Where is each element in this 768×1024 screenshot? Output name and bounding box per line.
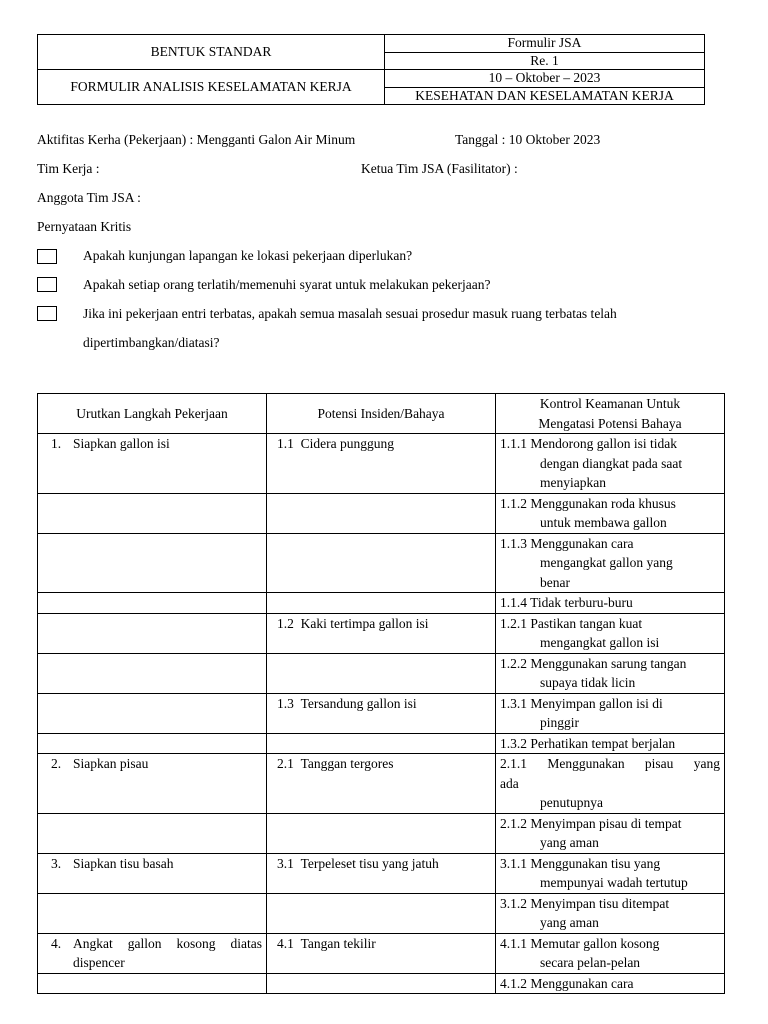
control-cell: [496, 693, 725, 733]
hazard-text: Tanggan tergores: [300, 756, 394, 771]
control-text-cont: untuk membawa gallon: [540, 515, 667, 530]
control-text: 1.2.1 Pastikan tangan kuat: [500, 615, 643, 631]
step-cell: [38, 853, 267, 893]
step-cell: [38, 533, 267, 593]
col-header-controls: Kontrol Keamanan Untuk Mengatasi Potensi Bahaya: [496, 394, 725, 434]
team-line: Tim Kerja :: [37, 161, 100, 176]
hazard-cell: [267, 533, 496, 593]
leader-line: Ketua Tim JSA (Fasilitator) :: [361, 161, 518, 176]
step-text: Siapkan gallon isi: [73, 436, 170, 451]
control-cell: [496, 813, 725, 853]
hazard-cell: [267, 893, 496, 933]
hazard-number: 4.1: [277, 935, 294, 951]
table-row: [38, 973, 725, 994]
control-cell: [496, 933, 725, 973]
table-row: [38, 653, 725, 693]
question-site-visit: Apakah kunjungan lapangan ke lokasi pekerjaan diperlukan?: [83, 248, 413, 263]
control-text-cont: menyiapkan: [540, 475, 606, 490]
form-title: FORMULIR ANALISIS KESELAMATAN KERJA: [38, 70, 385, 105]
control-cell: [496, 613, 725, 653]
step-number: 4.: [51, 935, 62, 951]
step-cell: [38, 733, 267, 754]
step-cell: [38, 493, 267, 533]
hazard-text: Tersandung gallon isi: [300, 695, 417, 711]
control-text-cont: penutupnya: [540, 795, 603, 810]
control-cell: [496, 754, 725, 814]
revision: Re. 1: [385, 52, 705, 70]
table-row: [38, 493, 725, 533]
table-row: [38, 853, 725, 893]
control-cell: [496, 434, 725, 494]
step-cell: [38, 613, 267, 653]
control-text: 4.1.2 Menggunakan cara: [500, 975, 634, 991]
control-text-cont: mengangkat gallon isi: [540, 635, 660, 650]
hazard-cell: [267, 733, 496, 754]
form-code: Formulir JSA: [385, 35, 705, 53]
control-text-cont: mempunyai wadah tertutup: [540, 875, 688, 890]
question-confined-space-cont: dipertimbangkan/diatasi?: [83, 335, 220, 350]
step-cell: [38, 693, 267, 733]
table-row: [38, 693, 725, 733]
step-text: Siapkan pisau: [73, 756, 149, 771]
checkbox-confined-space[interactable]: [37, 306, 57, 321]
control-text: 1.3.2 Perhatikan tempat berjalan: [500, 735, 676, 751]
control-text: 3.1.2 Menyimpan tisu ditempat: [500, 895, 670, 911]
step-cell: [38, 813, 267, 853]
control-text: 2.1.2 Menyimpan pisau di tempat: [500, 815, 682, 831]
table-row: [38, 893, 725, 933]
control-text-cont: secara pelan-pelan: [540, 955, 641, 970]
step-text-cont: dispencer: [73, 955, 125, 970]
control-text: 1.1.3 Menggunakan cara: [500, 535, 634, 551]
hazard-number: 1.3: [277, 695, 294, 711]
control-cell: [496, 853, 725, 893]
control-cell: [496, 733, 725, 754]
step-number: 2.: [51, 756, 62, 771]
question-qualified: Apakah setiap orang terlatih/memenuhi syarat untuk melakukan pekerjaan?: [83, 277, 491, 292]
control-text-cont: benar: [540, 574, 570, 590]
control-cell: [496, 593, 725, 614]
hazard-text: Cidera punggung: [300, 436, 394, 451]
control-text-cont: supaya tidak licin: [540, 675, 636, 690]
control-text: 4.1.1 Memutar gallon kosong: [500, 935, 660, 951]
table-row: [38, 613, 725, 653]
control-cell: [496, 973, 725, 994]
table-row: [38, 434, 725, 494]
control-text: 1.1.2 Menggunakan roda khusus: [500, 495, 676, 511]
table-row: [38, 813, 725, 853]
control-text: 1.1.1 Mendorong gallon isi tidak: [500, 436, 677, 451]
hazard-cell: [267, 653, 496, 693]
col-header-steps: Urutkan Langkah Pekerjaan: [38, 394, 267, 434]
control-text-cont: yang aman: [540, 915, 599, 930]
hazard-cell: [267, 613, 496, 653]
hazard-number: 1.1: [277, 436, 294, 451]
hazard-cell: [267, 853, 496, 893]
step-cell: [38, 973, 267, 994]
checkbox-site-visit[interactable]: [37, 249, 57, 264]
table-row: [38, 933, 725, 973]
step-cell: [38, 933, 267, 973]
hazard-cell: [267, 593, 496, 614]
members-line: Anggota Tim JSA :: [37, 190, 141, 205]
control-text: 3.1.1 Menggunakan tisu yang: [500, 855, 661, 871]
control-text-cont: pinggir: [540, 715, 579, 730]
table-row: [38, 593, 725, 614]
step-text: Angkat gallon kosong diatas: [73, 935, 262, 951]
control-text-wrap: ada: [500, 775, 519, 791]
activity-line: Aktifitas Kerha (Pekerjaan) : Mengganti Galon Air Minum: [37, 132, 356, 147]
hazard-text: Tangan tekilir: [300, 935, 376, 951]
checkbox-qualified[interactable]: [37, 277, 57, 292]
hazard-cell: [267, 813, 496, 853]
jsa-table: [37, 393, 725, 994]
control-cell: [496, 533, 725, 593]
hazard-cell: [267, 754, 496, 814]
hazard-number: 3.1: [277, 855, 294, 871]
hazard-cell: [267, 973, 496, 994]
header-table: [37, 34, 705, 105]
critical-statement-heading: Pernyataan Kritis: [37, 219, 132, 234]
department: KESEHATAN DAN KESELAMATAN KERJA: [385, 87, 705, 105]
step-text: Siapkan tisu basah: [73, 855, 174, 871]
form-type: BENTUK STANDAR: [38, 35, 385, 70]
hazard-cell: [267, 493, 496, 533]
control-text: 1.3.1 Menyimpan gallon isi di: [500, 695, 663, 711]
form-date: 10 – Oktober – 2023: [385, 70, 705, 88]
hazard-cell: [267, 933, 496, 973]
step-cell: [38, 434, 267, 494]
step-cell: [38, 893, 267, 933]
control-text-cont: yang aman: [540, 835, 599, 850]
date-line: Tanggal : 10 Oktober 2023: [455, 132, 601, 147]
control-text: 1.1.4 Tidak terburu-buru: [500, 595, 633, 610]
step-cell: [38, 653, 267, 693]
table-row: [38, 733, 725, 754]
control-text-cont: dengan diangkat pada saat: [540, 455, 683, 471]
hazard-number: 1.2: [277, 615, 294, 631]
control-cell: [496, 493, 725, 533]
hazard-cell: [267, 434, 496, 494]
control-text: 2.1.1 Menggunakan pisau yang: [500, 756, 720, 771]
hazard-text: Kaki tertimpa gallon isi: [300, 615, 429, 631]
table-row: [38, 533, 725, 593]
step-cell: [38, 754, 267, 814]
control-text: 1.2.2 Menggunakan sarung tangan: [500, 655, 687, 671]
hazard-cell: [267, 693, 496, 733]
table-row: [38, 754, 725, 814]
col-header-hazards: Potensi Insiden/Bahaya: [267, 394, 496, 434]
control-cell: [496, 893, 725, 933]
step-cell: [38, 593, 267, 614]
control-text-cont: mengangkat gallon yang: [540, 555, 673, 570]
step-number: 3.: [51, 855, 62, 871]
hazard-text: Terpeleset tisu yang jatuh: [300, 855, 439, 871]
question-confined-space: Jika ini pekerjaan entri terbatas, apakah semua masalah sesuai prosedur masuk ruang terbatas telah: [83, 306, 617, 321]
hazard-number: 2.1: [277, 756, 294, 771]
step-number: 1.: [51, 436, 62, 451]
control-cell: [496, 653, 725, 693]
